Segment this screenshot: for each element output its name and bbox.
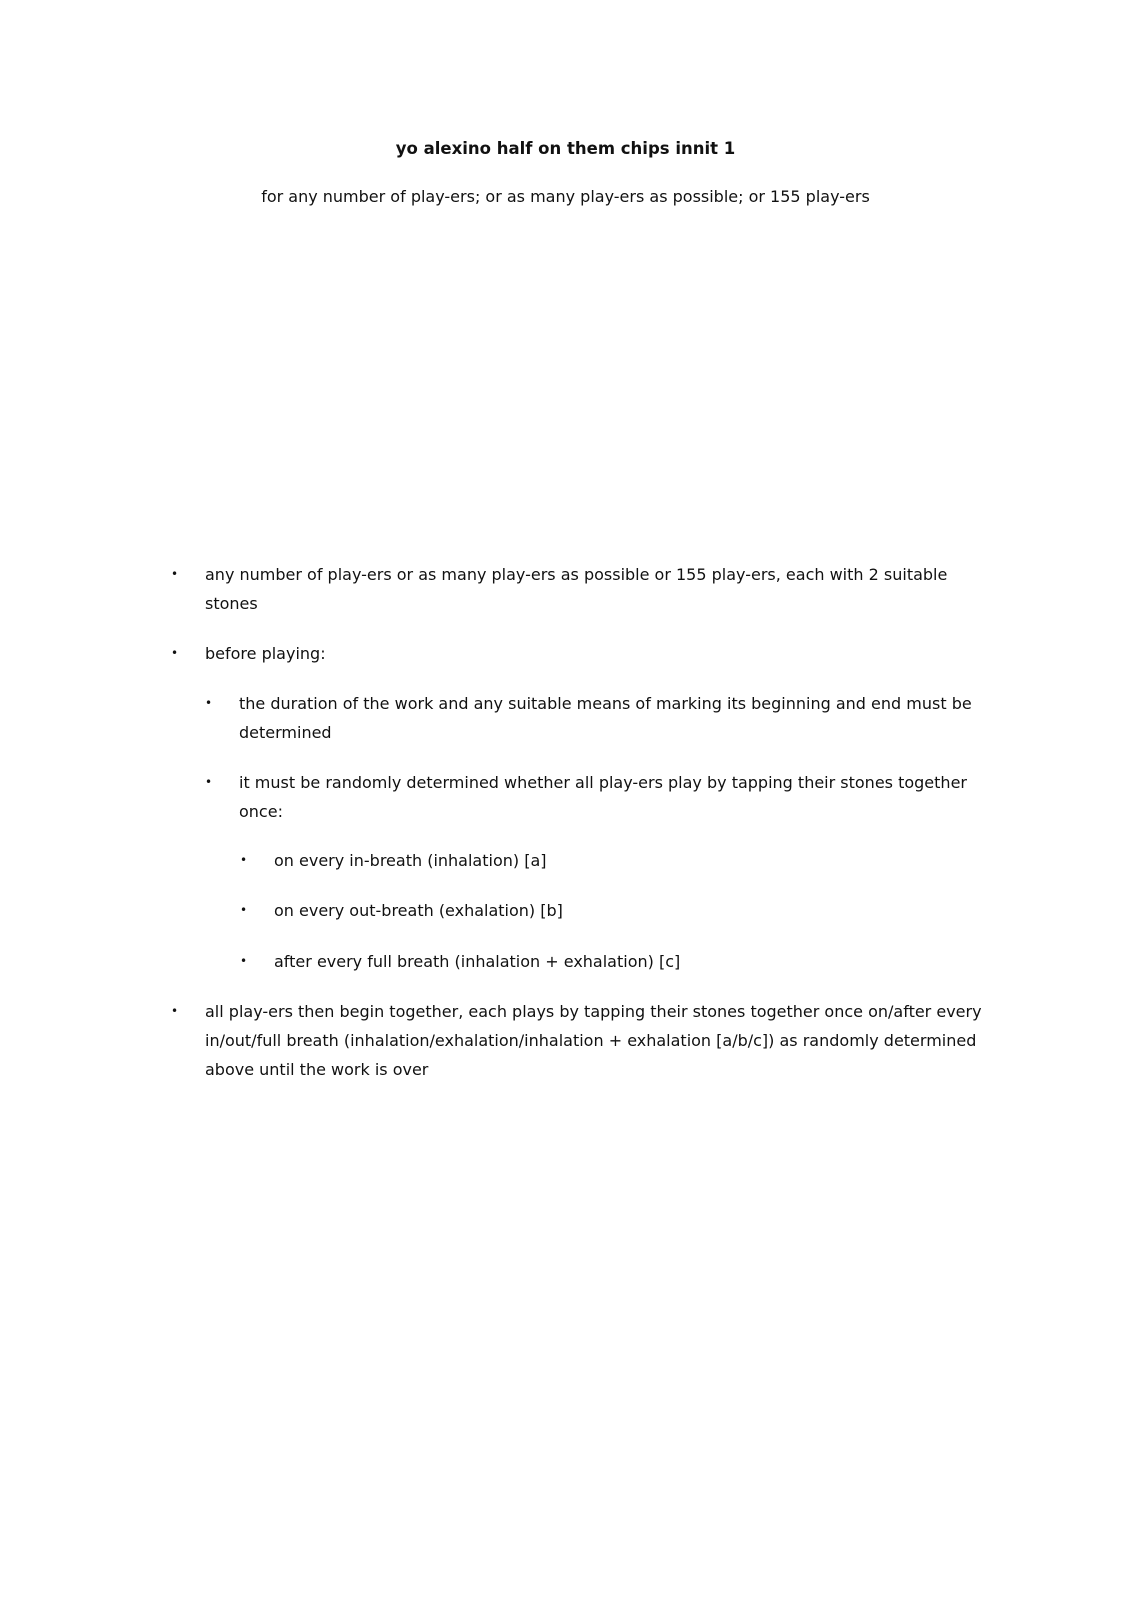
bullet-icon: • bbox=[240, 903, 248, 917]
document-title: yo alexino half on them chips innit 1 bbox=[395, 139, 736, 158]
list-item bbox=[171, 639, 1005, 668]
list-item-text: all play-ers then begin together, each plays by tapping their stones together once on/after every in/out/full breath (inhalation/exhalation/inhalation + exhalation [a/b/c]) as randomly determined above until the work is over bbox=[205, 1002, 982, 1079]
list-item bbox=[240, 846, 994, 875]
bullet-icon: • bbox=[205, 696, 213, 710]
list-item bbox=[205, 689, 999, 747]
bullet-icon: • bbox=[171, 646, 179, 660]
list-item-text: it must be randomly determined whether all play-ers play by tapping their stones together once: bbox=[239, 773, 967, 821]
list-item-text: the duration of the work and any suitable means of marking its beginning and end must be determined bbox=[239, 694, 972, 742]
bullet-icon: • bbox=[240, 954, 248, 968]
list-item bbox=[240, 896, 994, 925]
list-item-text: on every in-breath (inhalation) [a] bbox=[274, 851, 547, 870]
list-item bbox=[240, 947, 994, 976]
bullet-icon: • bbox=[205, 775, 213, 789]
list-item bbox=[205, 768, 999, 826]
list-item bbox=[171, 560, 1005, 618]
list-item-text: before playing: bbox=[205, 644, 326, 663]
document-subtitle: for any number of play-ers; or as many play-ers as possible; or 155 play-ers bbox=[261, 187, 870, 206]
bullet-icon: • bbox=[171, 1004, 179, 1018]
bullet-icon: • bbox=[171, 567, 179, 581]
list-item-text: on every out-breath (exhalation) [b] bbox=[274, 901, 563, 920]
list-item-text: any number of play-ers or as many play-ers as possible or 155 play-ers, each with 2 suitable stones bbox=[205, 565, 948, 613]
bullet-icon: • bbox=[240, 853, 248, 867]
list-item-text: after every full breath (inhalation + exhalation) [c] bbox=[274, 952, 681, 971]
list-item bbox=[171, 997, 1005, 1084]
